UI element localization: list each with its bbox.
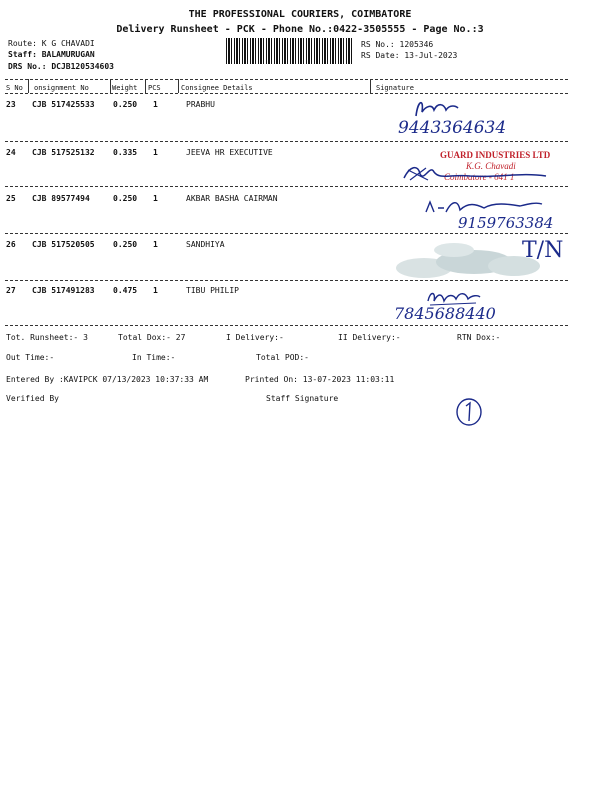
runsheet-subtitle: Delivery Runsheet - PCK - Phone No.:0422-3505555 - Page No.:3: [116, 24, 484, 35]
company-stamp-line3: Coimbatore - 641 1: [444, 172, 515, 182]
row-consignee: AKBAR BASHA CAIRMAN: [186, 194, 278, 203]
row-weight: 0.250: [113, 194, 138, 203]
company-stamp-line2: K.G. Chavadi: [466, 161, 516, 171]
row-pcs: 1: [153, 194, 158, 203]
signature-phone: 9443364634: [398, 118, 507, 138]
header-top-divider: [5, 79, 568, 80]
out-time: Out Time:-: [6, 353, 55, 362]
drs-number: DRS No.: DCJB120534603: [8, 62, 114, 71]
col-divider: [178, 79, 179, 93]
row-consignment: CJB 517520505: [32, 240, 95, 249]
col-divider: [370, 79, 371, 93]
row-divider: [5, 233, 568, 234]
col-header-signature: Signature: [376, 84, 414, 92]
row-pcs: 1: [153, 286, 158, 295]
row-consignee: PRABHU: [186, 100, 215, 109]
row-sno: 24: [6, 148, 16, 157]
signature-phone: 9159763384: [458, 214, 554, 232]
row-consignee: SANDHIYA: [186, 240, 225, 249]
row-pcs: 1: [153, 100, 158, 109]
col-header-consignment: onsignment No: [34, 84, 89, 92]
ii-delivery: II Delivery:-: [338, 333, 401, 342]
col-header-consignee: Consignee Details: [181, 84, 253, 92]
row-divider: [5, 141, 568, 142]
row-sno: 27: [6, 286, 16, 295]
row-weight: 0.335: [113, 148, 138, 157]
row-sno: 23: [6, 100, 16, 109]
rs-date: RS Date: 13-Jul-2023: [361, 51, 458, 60]
staff-label: Staff: BALAMURUGAN: [8, 50, 95, 59]
row-weight: 0.250: [113, 100, 138, 109]
row-sno: 25: [6, 194, 16, 203]
barcode: [226, 38, 354, 64]
printed-on: Printed On: 13-07-2023 11:03:11: [245, 375, 395, 384]
col-header-pcs: PCS: [148, 84, 161, 92]
company-title: THE PROFESSIONAL COURIERS, COIMBATORE: [188, 9, 412, 20]
row-weight: 0.475: [113, 286, 138, 295]
verified-by: Verified By: [6, 394, 59, 403]
row-consignee: JEEVA HR EXECUTIVE: [186, 148, 273, 157]
entered-by: Entered By :KAVIPCK 07/13/2023 10:37:33 AM: [6, 375, 209, 384]
row-weight: 0.250: [113, 240, 138, 249]
table-bottom-divider: [5, 325, 568, 326]
row-divider: [5, 186, 568, 187]
row-sno: 26: [6, 240, 16, 249]
total-pod: Total POD:-: [256, 353, 309, 362]
company-stamp-line1: GUARD INDUSTRIES LTD: [440, 150, 551, 160]
i-delivery: I Delivery:-: [226, 333, 284, 342]
circled-one-mark: [454, 396, 484, 428]
row-consignment: CJB 517525132: [32, 148, 95, 157]
row-divider: [5, 280, 568, 281]
in-time: In Time:-: [132, 353, 176, 362]
col-divider: [110, 79, 111, 93]
col-header-weight: Weight: [112, 84, 138, 92]
row-consignment: CJB 517491283: [32, 286, 95, 295]
row-consignment: CJB 89577494: [32, 194, 90, 203]
signature-note: T/N: [522, 238, 564, 263]
rs-number: RS No.: 1205346: [361, 40, 434, 49]
col-divider: [145, 79, 146, 93]
row-consignment: CJB 517425533: [32, 100, 95, 109]
header-bottom-divider: [5, 93, 568, 94]
col-divider: [28, 79, 29, 93]
row-pcs: 1: [153, 240, 158, 249]
rtn-dox: RTN Dox:-: [457, 333, 501, 342]
total-dox: Total Dox:- 27: [118, 333, 186, 342]
row-consignee: TIBU PHILIP: [186, 286, 239, 295]
row-pcs: 1: [153, 148, 158, 157]
signature-scribble: [400, 160, 550, 186]
signature-phone: 7845688440: [394, 304, 496, 323]
total-runsheet: Tot. Runsheet:- 3: [6, 333, 88, 342]
staff-signature: Staff Signature: [266, 394, 339, 403]
route-label: Route: K G CHAVADI: [8, 39, 95, 48]
col-header-sno: S No: [6, 84, 23, 92]
